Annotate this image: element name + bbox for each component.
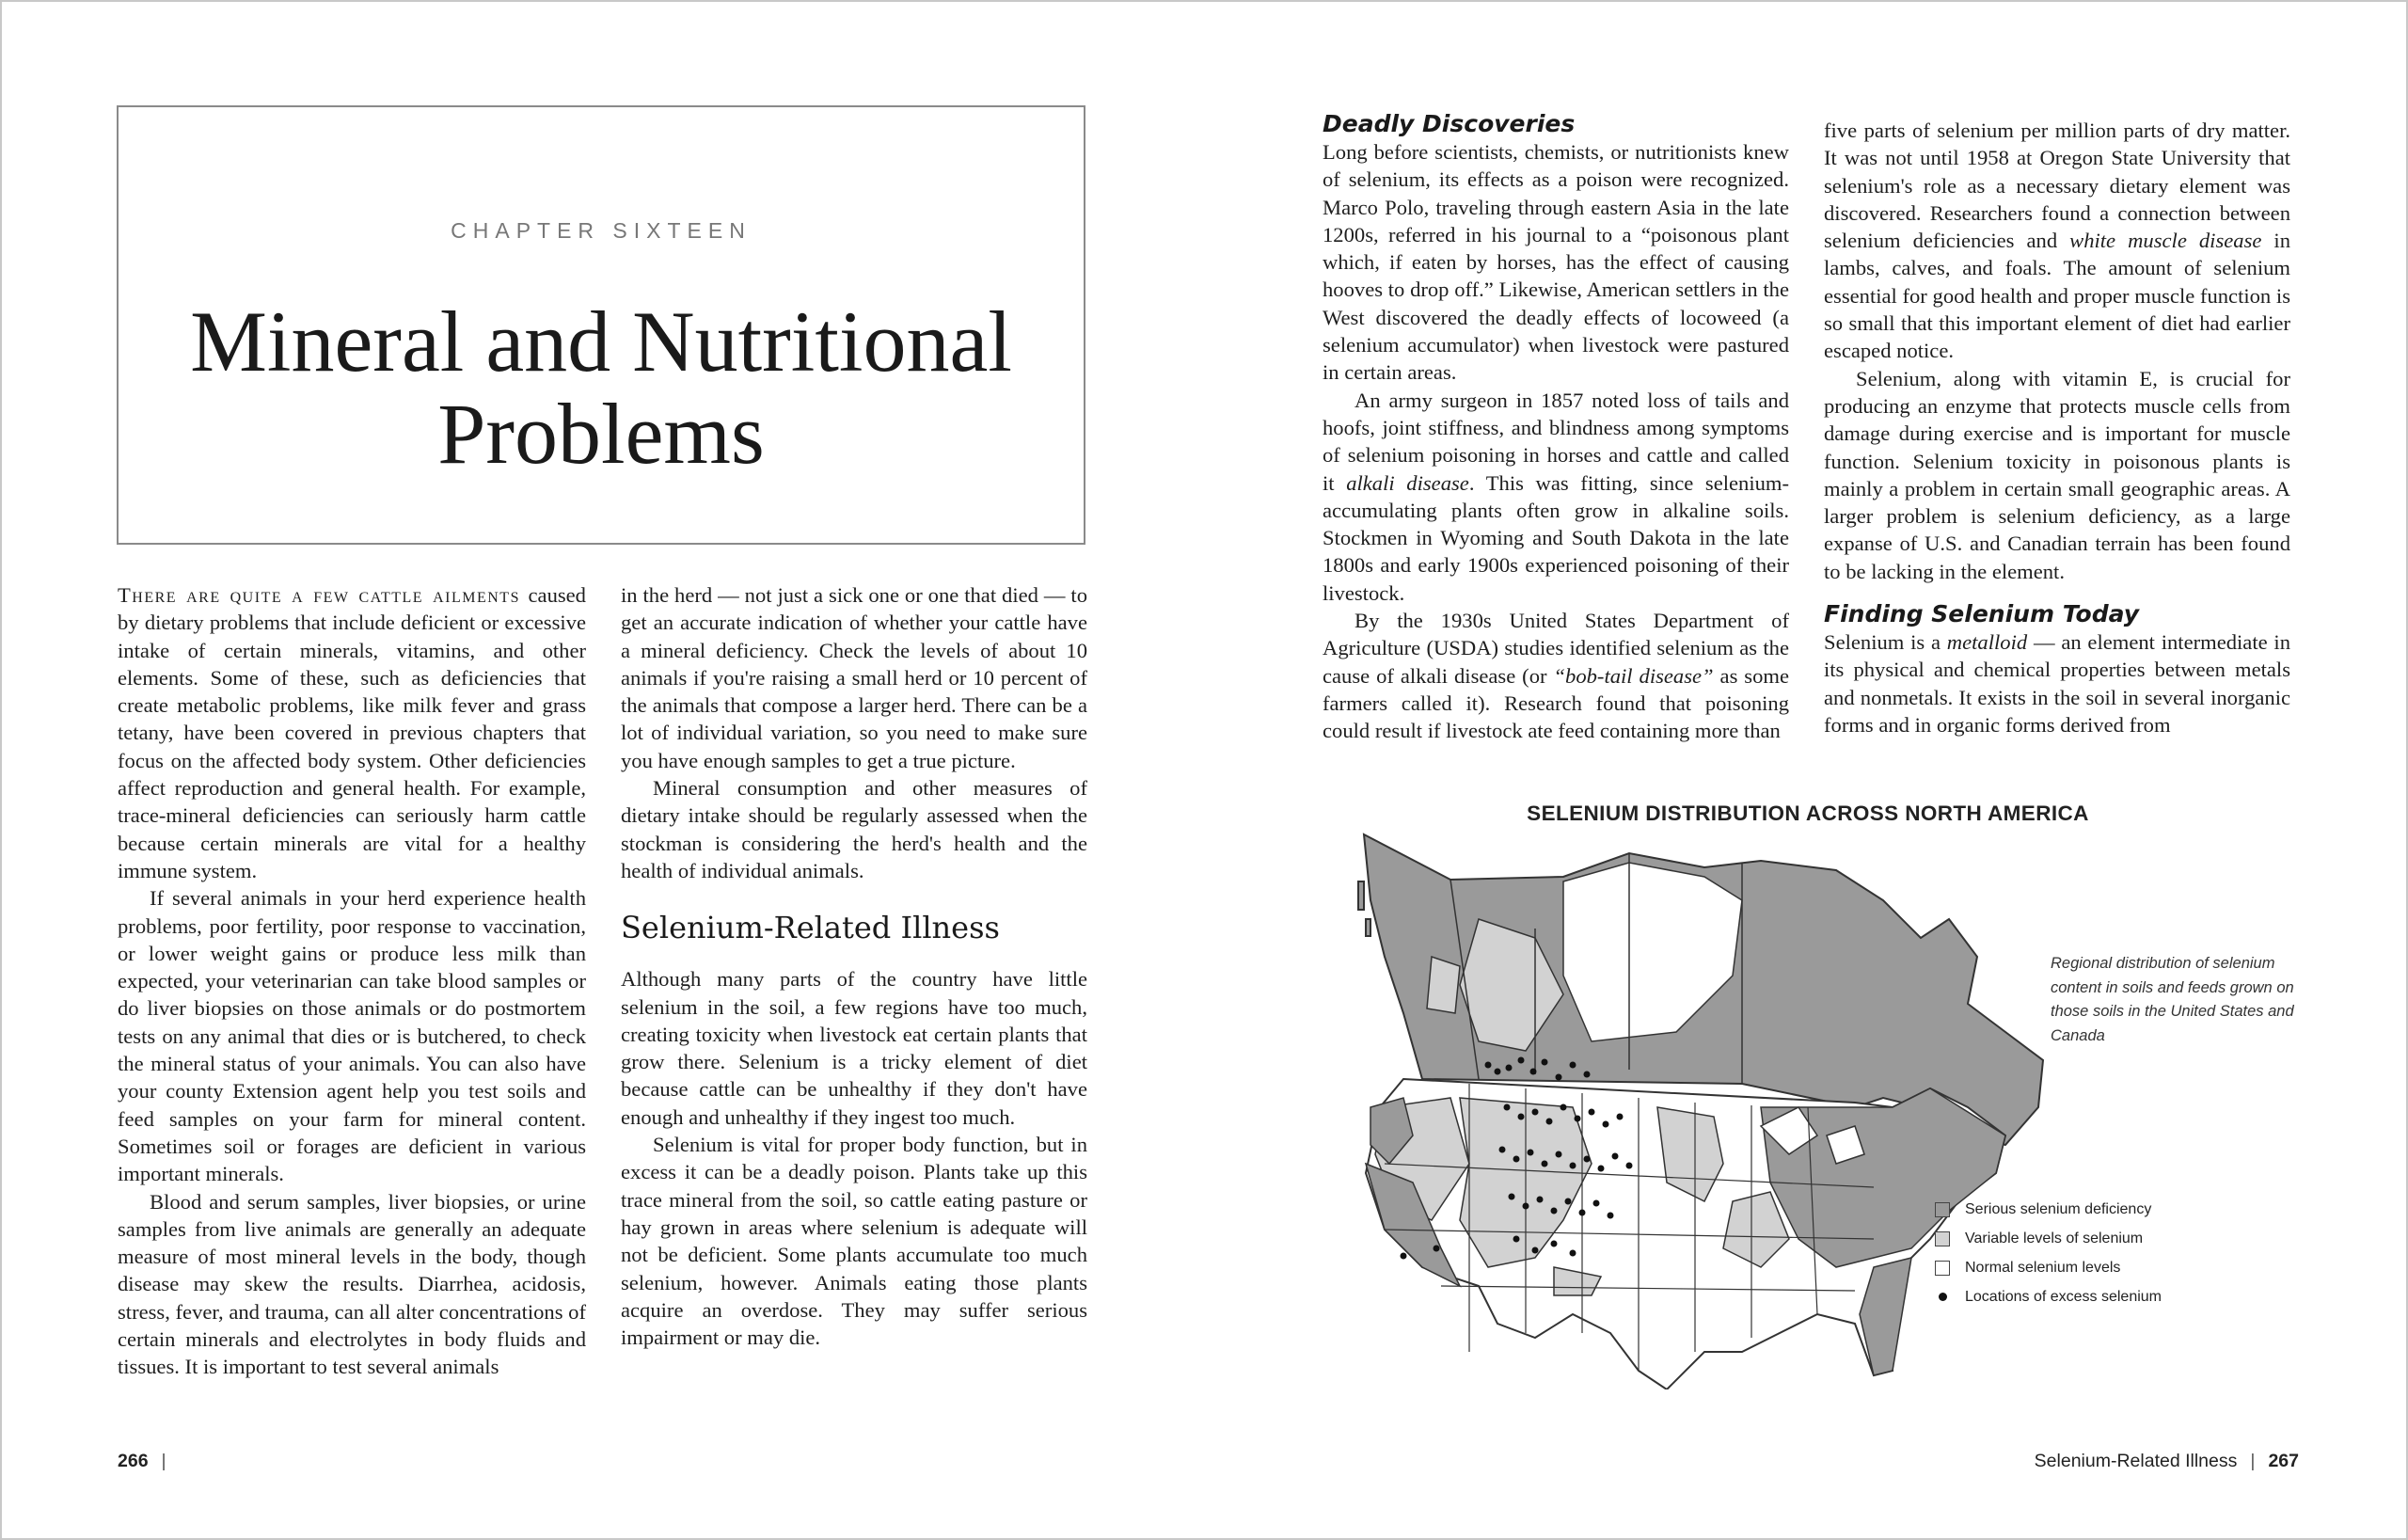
legend-item [1935,1195,2162,1224]
right-page-column-2 [1824,117,2290,738]
left-page-column-1 [118,581,586,1381]
excess-selenium-dot [1589,1109,1595,1116]
chapter-title-line-1: Mineral and Nutritional [190,294,1012,389]
excess-selenium-dot [1513,1236,1520,1243]
excess-selenium-dot [1532,1109,1539,1116]
excess-selenium-dot [1570,1163,1576,1169]
excess-selenium-dot [1565,1199,1572,1205]
paragraph-text: By the 1930s United States Department of Agriculture (USDA) studies identified selenium as the cause of alkali disease (or [1323,609,1789,688]
excess-selenium-dot [1528,1150,1534,1156]
excess-selenium-dot [1518,1114,1525,1120]
excess-selenium-dot [1579,1210,1586,1216]
map-island [1358,881,1364,910]
paragraph [118,581,586,884]
running-head: Selenium-Related Illness [2034,1451,2238,1471]
excess-selenium-dot [1542,1059,1548,1066]
legend-swatch [1935,1202,1950,1217]
opening-small-caps: There are quite a few cattle ailments [118,583,520,607]
excess-selenium-dot [1593,1200,1600,1207]
map-canada-variable-patch [1427,957,1460,1013]
map-legend [1935,1195,2162,1311]
paragraph [1824,117,2290,365]
excess-selenium-dot [1560,1104,1567,1111]
left-page-footer [118,1451,180,1472]
paragraph-text: caused by dietary problems that include deficient or excessive intake of certain minerals, vitamins, and other elements. Some of these, such as deficiencies that create metabolic problems, like milk fever and grass tetany, have been covered in previous chapters that focus on the affected body system. Other deficiencies affect reproduction and general health. For example, trace-mineral deficiencies can seriously harm cattle because certain minerals are vital for a healthy immune system. [118,583,586,882]
section-heading-deadly-discoveries: Deadly Discoveries [1323,110,1576,137]
figure-caption: Regional distribution of selenium content in soils and feeds grown on those soils in the United States and Canada [2051,955,2294,1044]
legend-label: Normal selenium levels [1965,1259,2121,1276]
excess-selenium-dot [1551,1241,1558,1247]
paragraph-text: An army surgeon in 1857 noted loss of tails and hoofs, joint stiffness, and blindness among symptoms of selenium poisoning in horses and cattle and called it [1323,388,1789,495]
excess-selenium-dot [1434,1246,1440,1252]
italic-term: alkali disease [1346,470,1469,495]
excess-selenium-dot [1542,1161,1548,1167]
excess-selenium-dot [1584,1156,1591,1163]
excess-selenium-dot [1509,1194,1515,1200]
legend-label: Locations of excess selenium [1965,1288,2162,1305]
chapter-label: CHAPTER SIXTEEN [451,218,752,243]
excess-selenium-dot [1506,1065,1513,1072]
paragraph: in the herd — not just a sick one or one that died — to get an accurate indication of whether your cattle have a mineral deficiency. Check the levels of about 10 animals if you're raising a small herd or 10 percent of the animals that compose a larger herd. There can be a lot of individual variation, so you need to make sure you have enough samples to get a true picture. [621,583,1087,772]
paragraph: Selenium is vital for proper body function, but in excess it can be a deadly poison. Plants take up this trace mineral from the soil, so cattle eating pasture or hay grown in areas where selenium is adequate will not be deficient. Some plants accumulate too much selenium, however. Animals eating those plants acquire an overdose. They may suffer serious impairment or may die. [621,1133,1087,1350]
legend-label: Serious selenium deficiency [1965,1200,2152,1217]
excess-selenium-dot [1485,1062,1492,1069]
paragraph [1323,387,1789,607]
excess-selenium-dot [1570,1250,1576,1257]
paragraph: Blood and serum samples, liver biopsies, or urine samples from live animals are generally an adequate measure of most mineral levels in the body, though disease may skew the results. Diarrhea, acidosis, stress, fever, and trauma, can all alter concentrations of certain minerals and electrolytes in body fluids and tissues. It is important to test several animals [118,1189,586,1379]
section-heading-selenium-illness: Selenium-Related Illness [621,910,1000,946]
map-island [1366,919,1370,936]
excess-selenium-dot [1556,1151,1562,1158]
legend-label: Variable levels of selenium [1965,1230,2144,1246]
legend-item [1935,1253,2162,1282]
chapter-title-line-2: Problems [437,386,765,482]
excess-selenium-dot [1518,1057,1525,1064]
paragraph-text: — an element intermediate in its physical and chemical properties between metals and nonmetals. It exists in the soil in several inorganic forms and in organic forms derived from [1824,630,2290,737]
footer-separator: | [2250,1451,2256,1471]
excess-selenium-dot [1537,1197,1544,1203]
paragraph [1323,607,1789,744]
section-heading-finding-selenium: Finding Selenium Today [1824,600,2140,628]
legend-item [1935,1224,2162,1253]
excess-selenium-dot [1495,1069,1501,1075]
italic-term: “bob-tail disease” [1553,663,1714,688]
excess-selenium-dot [1570,1062,1576,1069]
excess-selenium-dot [1499,1147,1506,1153]
excess-selenium-dot [1546,1119,1553,1125]
excess-selenium-dot [1532,1247,1539,1254]
excess-selenium-dot [1401,1253,1407,1260]
excess-selenium-dot [1556,1074,1562,1081]
legend-swatch [1935,1261,1950,1276]
paragraph: If several animals in your herd experience health problems, poor fertility, poor response to vaccination, or lower weight gains or produce less milk than expected, your veterinarian can take blood samples or do liver biopsies on those animals or do postmortem tests on any animal that dies or is butchered, to check the mineral status of your animals. You can also have your county Extension agent help you test soils and feed samples on your farm for mineral content. Sometimes soil or forages are deficient in various important minerals. [118,886,586,1186]
paragraph: Long before scientists, chemists, or nutritionists knew of selenium, its effects as a poison were recognized. Marco Polo, traveling through eastern Asia in the late 1200s, referred in his journal to a “poisonous plant which, if eaten by horses, has the effect of causing hooves to drop off.” Likewise, American settlers in the West discovered the deadly effects of locoweed (a selenium accumulator) when livestock were pastured in certain areas. [1323,140,1789,385]
excess-selenium-dot [1513,1156,1520,1163]
excess-selenium-dot [1584,1072,1591,1078]
left-page-column-2 [621,581,1087,1351]
paragraph: Mineral consumption and other measures of dietary intake should be regularly assessed when the stockman is considering the herd's health and the health of individual animals. [621,776,1087,882]
page-number: 266 [118,1451,149,1471]
paragraph [1824,628,2290,738]
excess-selenium-dot [1617,1114,1624,1120]
excess-selenium-dot [1523,1203,1529,1210]
excess-selenium-dot [1612,1153,1619,1160]
excess-selenium-dot [1504,1104,1511,1111]
excess-selenium-dot [1608,1213,1614,1219]
excess-selenium-dot [1530,1069,1537,1075]
italic-term: metalloid [1946,630,2028,655]
excess-selenium-dot [1551,1208,1558,1215]
excess-selenium-dot [1626,1163,1633,1169]
paragraph-text: . This was fitting, since selenium-accumulating plants often grow in alkaline soils. Stockmen in Wyoming and South Dakota in the late 1800s and early 1900s experienced poisoning of their livestock. [1323,470,1789,605]
paragraph-text: as some farmers called it). Research found that poisoning could result if livestock ate feed containing more than [1323,663,1790,743]
right-page-footer [2035,1451,2299,1472]
legend-item [1935,1282,2162,1311]
paragraph: Although many parts of the country have little selenium in the soil, a few regions have too much, creating toxicity when livestock eat certain plants that grow there. Selenium is a tricky element of diet because cattle can be unhealthy if they don't have enough and unhealthy if they ingest too much. [621,967,1087,1129]
paragraph-text: Selenium is a [1824,630,1947,655]
paragraph: Selenium, along with vitamin E, is crucial for producing an enzyme that protects muscle cells from damage during exercise and is important for muscle function. Selenium toxicity in poisonous plants is mainly a problem in certain small geographic areas. A larger problem is selenium deficiency, as a large expanse of U.S. and Canadian terrain has been found to be lacking in the element. [1824,366,2290,583]
footer-separator: | [161,1451,166,1471]
legend-swatch [1935,1231,1950,1246]
right-page-column-1 [1323,110,1789,745]
chapter-title-box [117,105,1085,545]
figure-title: SELENIUM DISTRIBUTION ACROSS NORTH AMERICA [1527,802,2089,825]
excess-selenium-dot [1598,1166,1605,1172]
page-number: 267 [2268,1451,2299,1471]
paragraph-text: in lambs, calves, and foals. The amount of selenium essential for good health and proper muscle function is so small that this important element of diet had earlier escaped notice. [1824,229,2290,363]
excess-selenium-dot [1603,1121,1609,1128]
italic-term: white muscle disease [2069,229,2262,253]
legend-dot-icon [1935,1290,1950,1305]
chapter-title [119,295,1084,480]
paragraph-text: five parts of selenium per million parts of dry matter. It was not until 1958 at Oregon State University that selenium's role as a necessary dietary element was discovered. Researchers found a connection between selenium deficiencies and [1824,119,2290,253]
excess-selenium-dot [1575,1116,1581,1122]
